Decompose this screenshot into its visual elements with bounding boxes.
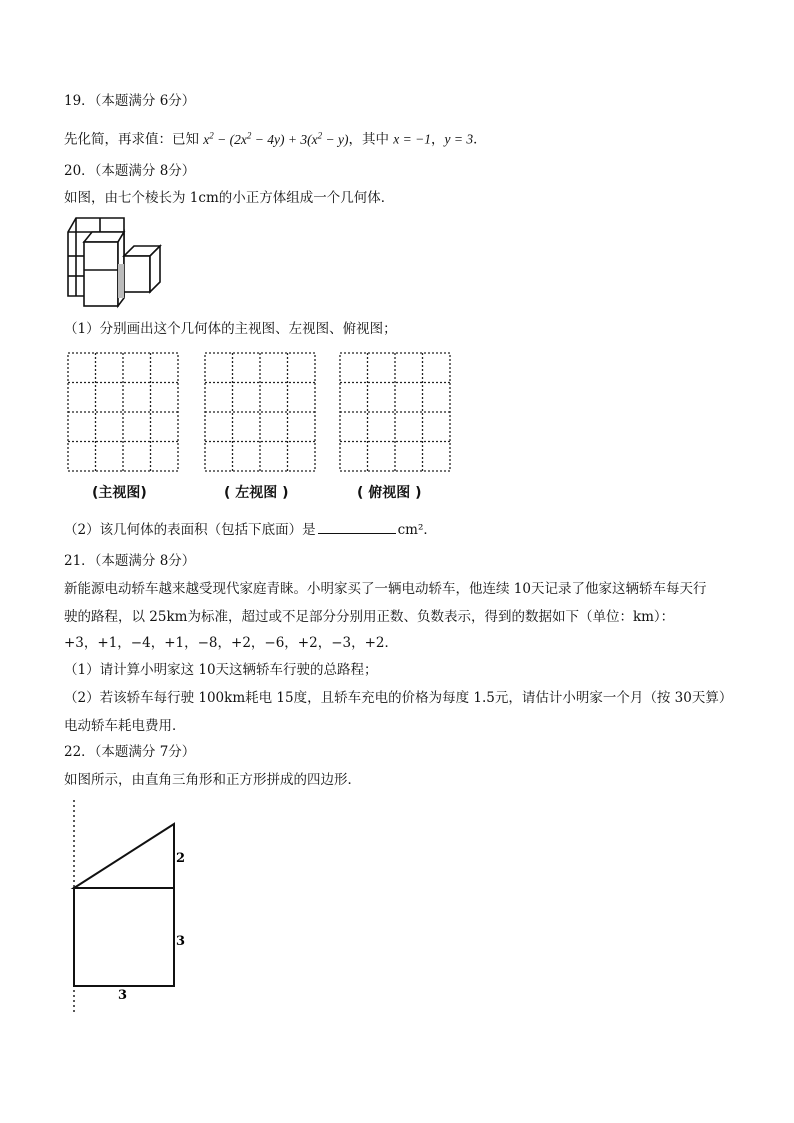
q20-part2: （2）该几何体的表面积（包括下底面）是 cm²． — [64, 522, 437, 538]
q19-header: 19．（本题满分 6分） — [64, 93, 196, 109]
front-view-grid[interactable] — [67, 352, 179, 472]
q22-intro: 如图所示，由直角三角形和正方形拼成的四边形． — [64, 772, 361, 788]
left-view-grid[interactable] — [204, 352, 316, 472]
surface-area-blank[interactable] — [318, 521, 396, 534]
q20-unit: cm²． — [397, 522, 437, 538]
q19-middle: ，其中 — [348, 131, 394, 148]
q19-x-value: x = −1 — [393, 131, 431, 147]
q22-header: 22．（本题满分 7分） — [64, 744, 196, 760]
q21-part2-line2: 电动轿车耗电费用． — [64, 718, 186, 734]
q21-header: 21．（本题满分 8分） — [64, 553, 196, 569]
q19-prefix: 先化简，再求值：已知 — [64, 131, 204, 148]
quadrilateral-figure — [60, 800, 200, 1015]
top-view-grid[interactable] — [339, 352, 451, 472]
label-triangle-side: 2 — [176, 851, 186, 866]
q21-line2: 驶的路程，以 25km为标准，超过或不足部分分别用正数、负数表示，得到的数据如下（单位：km）： — [64, 609, 675, 625]
q21-line1: 新能源电动轿车越来越受现代家庭青睐。小明家买了一辆电动轿车，他连续 10天记录了他家这辆轿车每天行 — [64, 581, 707, 597]
top-view-label: ( 俯视图 ) — [357, 485, 422, 501]
cube-figure — [64, 214, 164, 310]
q20-header: 20．（本题满分 8分） — [64, 163, 196, 179]
q21-part2-line1: （2）若该轿车每行驶 100km耗电 15度，且轿车充电的价格为每度 1.5元，请估计小明家一个月（按 30天算） — [64, 690, 733, 706]
q19-problem: 先化简，再求值：已知 $x^2 - (2x^2 - 4y) + 3(x^2 - y)$，其中 x = −1，y = 3． — [64, 130, 487, 148]
label-square-bottom: 3 — [118, 988, 128, 1003]
q21-part1: （1）请计算小明家这 10天这辆轿车行驶的总路程； — [64, 662, 378, 678]
q20-part1: （1）分别画出这个几何体的主视图、左视图、俯视图； — [64, 321, 397, 337]
front-view-label: (主视图) — [92, 485, 147, 501]
q21-data: +3，+1，−4，+1，−8，+2，−6，+2，−3，+2． — [64, 635, 399, 651]
q19-expression: $x^2 - (2x^2 - 4y) + 3(x^2 - y)$ — [203, 130, 349, 147]
left-view-label: ( 左视图 ) — [224, 485, 289, 501]
q19-y-value: y = 3 — [444, 131, 474, 147]
q20-intro: 如图，由七个棱长为 1cm的小正方体组成一个几何体． — [64, 190, 395, 206]
label-square-side: 3 — [176, 934, 186, 949]
